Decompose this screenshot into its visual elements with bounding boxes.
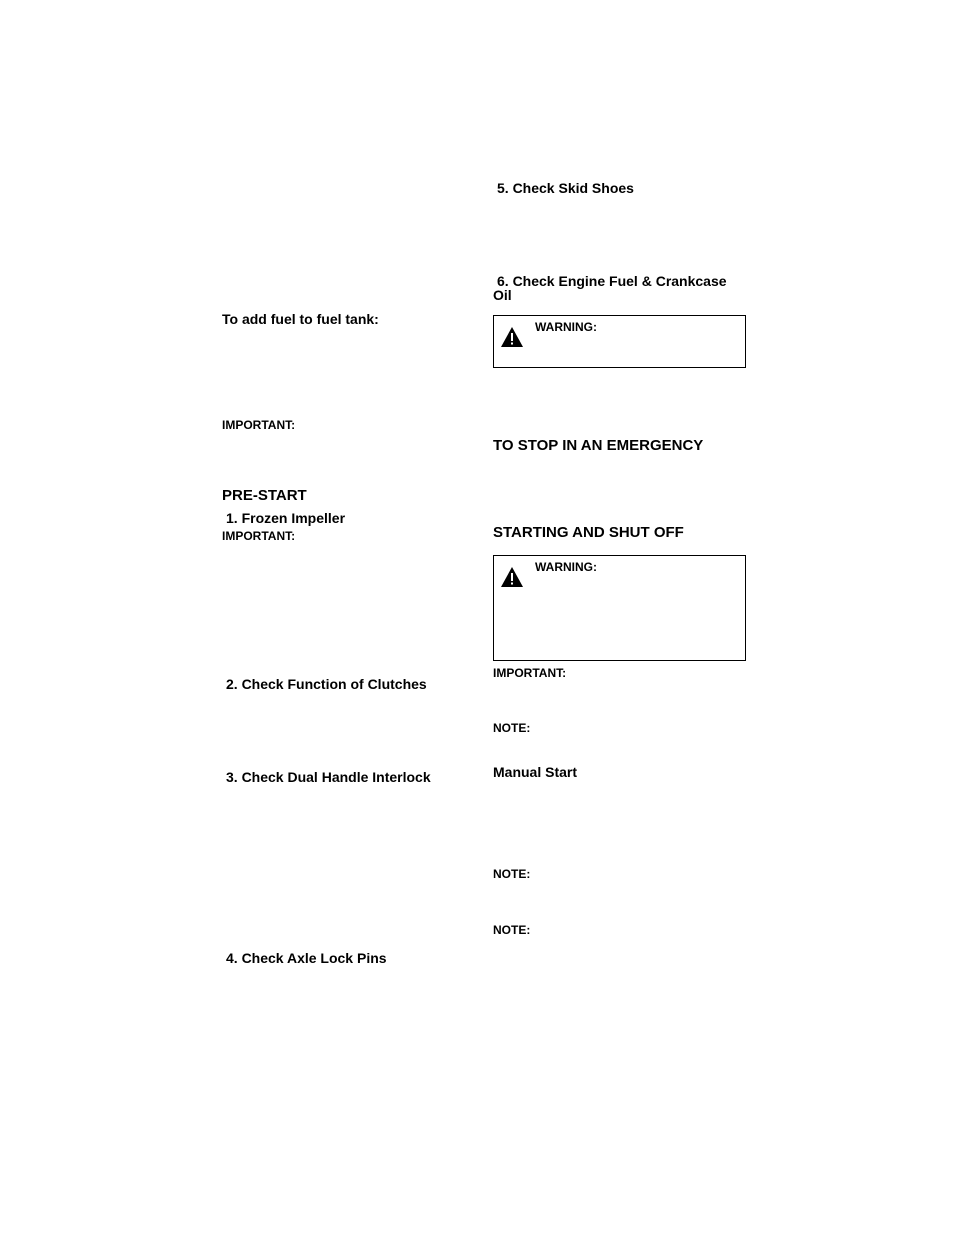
warning-box bbox=[493, 555, 746, 661]
step-frozen-impeller: 1. Frozen Impeller bbox=[226, 510, 346, 526]
note-label: NOTE: bbox=[493, 721, 531, 735]
warning-label: WARNING: bbox=[535, 560, 597, 574]
warning-box bbox=[493, 315, 746, 368]
note-label: NOTE: bbox=[493, 923, 531, 937]
important-label: IMPORTANT: bbox=[222, 529, 296, 543]
step-check-fuel-oil: 6. Check Engine Fuel & Crankcase bbox=[497, 273, 727, 289]
starting-shutoff-heading: STARTING AND SHUT OFF bbox=[493, 524, 684, 541]
step-check-axle-pins: 4. Check Axle Lock Pins bbox=[226, 950, 387, 966]
emergency-stop-heading: TO STOP IN AN EMERGENCY bbox=[493, 437, 704, 454]
step-check-skid-shoes: 5. Check Skid Shoes bbox=[497, 180, 634, 196]
prestart-heading: PRE-START bbox=[222, 487, 307, 504]
warning-label: WARNING: bbox=[535, 320, 597, 334]
warning-triangle-icon bbox=[500, 326, 524, 348]
fuel-tank-heading: To add fuel to fuel tank: bbox=[222, 311, 379, 327]
note-label: NOTE: bbox=[493, 867, 531, 881]
important-label: IMPORTANT: bbox=[493, 666, 567, 680]
step-check-clutches: 2. Check Function of Clutches bbox=[226, 676, 427, 692]
warning-triangle-icon bbox=[500, 566, 524, 588]
step-check-fuel-oil-continued: Oil bbox=[493, 287, 512, 303]
step-check-interlock: 3. Check Dual Handle Interlock bbox=[226, 769, 431, 785]
manual-start-heading: Manual Start bbox=[493, 764, 578, 780]
important-label: IMPORTANT: bbox=[222, 418, 296, 432]
